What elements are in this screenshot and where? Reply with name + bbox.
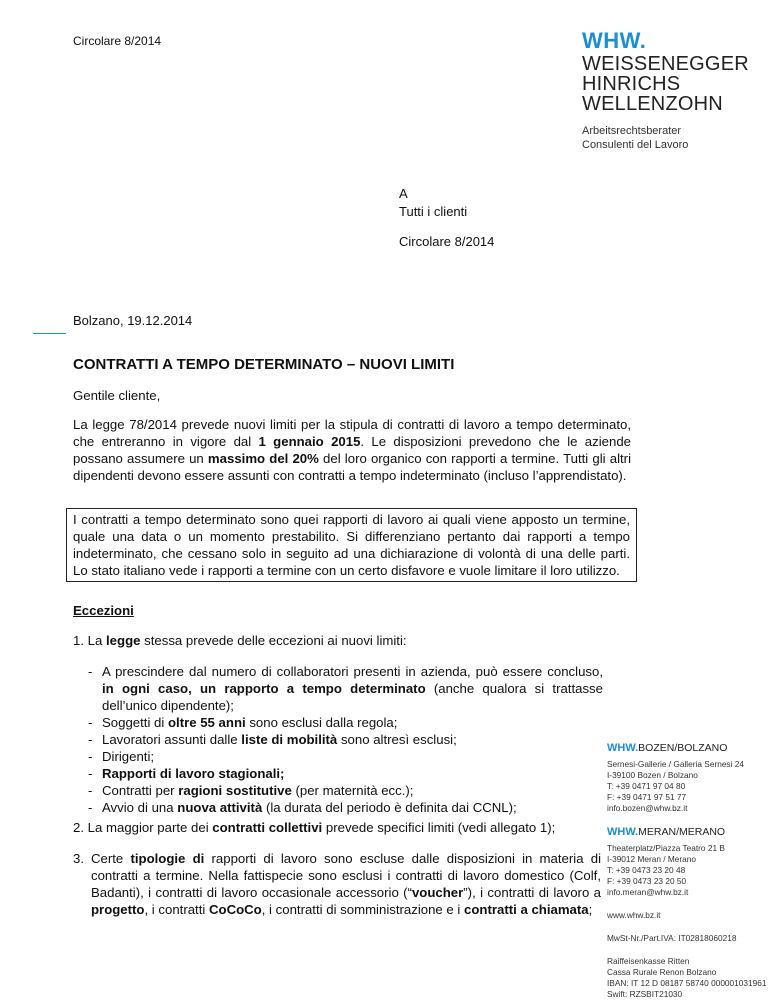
dash-bold: Rapporti di lavoro stagionali; (102, 766, 285, 781)
exception-item-3 (73, 850, 601, 918)
item3-text (91, 850, 601, 918)
company-logo (582, 28, 749, 152)
office-line: F: +39 0471 97 51 77 (607, 792, 687, 802)
logo-subtitle-1: Arbeitsrechtsberater (582, 125, 682, 137)
office-line: Theaterplatz/Piazza Teatro 21 B (607, 843, 725, 853)
office-meran-heading (607, 826, 767, 838)
dash-text: Contratti per (102, 783, 179, 798)
dash-item (80, 765, 603, 782)
office-line: T: +39 0473 23 20 48 (607, 865, 686, 875)
bank-line: IBAN: IT 12 D 08187 58740 000001031961 (607, 978, 767, 988)
item-number: 1. (73, 633, 84, 648)
item3-part: ; (588, 902, 593, 917)
dash-text: Soggetti di (102, 715, 168, 730)
dash-text: A prescindere dal numero di collaboratori presenti in azienda, può essere concluso, (102, 664, 603, 679)
dash-bold: liste di mobilità (241, 732, 338, 747)
website: www.whw.bz.it (607, 910, 661, 920)
place-date: Bolzano, 19.12.2014 (73, 313, 193, 328)
dash-text: (la durata del periodo è definita dai CCNL); (262, 800, 517, 815)
office-sidebar (607, 742, 767, 1000)
item3-part: ”), i contratti di lavoro a (463, 885, 602, 900)
office-line: T: +39 0471 97 04 80 (607, 781, 686, 791)
dash-bold: nuova attività (177, 800, 263, 815)
exceptions-heading: Eccezioni (73, 603, 134, 618)
intro-text-1: La legge 78/2014 prevede nuovi limiti per la stipula di contratti di lavoro a tempo determinato, che entreranno in vigore dal (73, 417, 631, 449)
logo-name-3: WELLENZOHN (582, 93, 723, 115)
item3-bold: CoCoCo (208, 902, 262, 917)
item3-part: rapporti di lavoro sono escluse dalle disposizioni in materia di contratti a termine. Nella fattispecie sono esclusi i contratti di lavoro domestico (Colf, Badanti), i contratti di lavoro occasionale accessorio (“ (91, 851, 601, 900)
item2-bold: contratti collettivi (212, 820, 323, 835)
intro-bold-date: 1 gennaio 2015 (258, 434, 361, 449)
circular-reference: Circolare 8/2014 (73, 34, 162, 48)
dash-item (80, 799, 603, 816)
dash-item (80, 748, 603, 765)
dash-item (80, 714, 603, 731)
office-city: MERAN/MERANO (638, 826, 726, 838)
dash-bold: ragioni sostitutive (178, 783, 292, 798)
bank-line: Raiffeisenkasse Ritten (607, 956, 690, 966)
dash-bold: in ogni caso, un rapporto a tempo determinato (102, 681, 426, 696)
office-city: BOZEN/BOLZANO (638, 742, 728, 754)
greeting: Gentile cliente, (73, 388, 161, 403)
dash-item (80, 782, 603, 799)
dash-item (80, 663, 603, 714)
item1-text-c: stessa prevede delle eccezioni ai nuovi limiti: (140, 633, 407, 648)
logo-subtitle-2: Consulenti del Lavoro (582, 139, 689, 151)
item3-part: Certe (91, 851, 131, 866)
addressee-line-3: Circolare 8/2014 (399, 234, 495, 249)
dash-text: Dirigenti; (102, 749, 155, 764)
office-line: I-39012 Meran / Merano (607, 854, 697, 864)
exception-dash-list (80, 663, 603, 816)
item3-bold: tipologie di (130, 851, 205, 866)
document-title: CONTRATTI A TEMPO DETERMINATO – NUOVI LIMITI (73, 356, 455, 373)
item-number: 2. (73, 820, 84, 835)
dash-text: Avvio di una (102, 800, 178, 815)
dash-text: sono altresì esclusi; (337, 732, 457, 747)
office-bozen-heading (607, 742, 767, 754)
margin-rule (33, 333, 66, 334)
dash-text: Lavoratori assunti dalle (102, 732, 242, 747)
office-email: info.bozen@whw.bz.it (607, 803, 688, 813)
bank-line: Swift: RZSBIT21030 (607, 989, 683, 999)
dash-text: (anche qualora si trattasse dell’unico dipendente); (102, 681, 603, 713)
office-line: Sernesi-Gallerie / Galleria Sernesi 24 (607, 759, 744, 769)
addressee-line-2: Tutti i clienti (399, 204, 468, 219)
exception-item-2 (73, 819, 603, 836)
item3-part: , i contratti di somministrazione e i (261, 902, 465, 917)
addressee-line-1: A (399, 186, 408, 201)
item3-bold: contratti a chiamata (464, 902, 589, 917)
logo-name-1: WEISSENEGGER (582, 53, 749, 75)
item2-text-c: prevede specifici limiti (vedi allegato 1); (322, 820, 556, 835)
logo-mark: WHW. (582, 28, 647, 53)
item3-part: , i contratti (144, 902, 209, 917)
intro-text-2: . Le disposizioni prevedono che le aziende possano assumere un (73, 434, 631, 466)
bank-line: Cassa Rurale Renon Bolzano (607, 967, 717, 977)
item1-text-a: La (87, 633, 107, 648)
vat-number: MwSt-Nr./Part.IVA: IT02818060218 (607, 933, 737, 943)
intro-paragraph (73, 416, 631, 484)
dash-text: sono esclusi dalla regola; (245, 715, 398, 730)
intro-bold-percent: massimo del 20% (207, 451, 319, 466)
definition-box (66, 508, 637, 582)
item3-bold: voucher (411, 885, 464, 900)
logo-name-2: HINRICHS (582, 73, 681, 95)
dash-bold: oltre 55 anni (167, 715, 246, 730)
addressee-block (399, 185, 494, 251)
item1-bold: legge (106, 633, 141, 648)
item3-bold: progetto (91, 902, 145, 917)
office-line: F: +39 0473 23 20 50 (607, 876, 687, 886)
office-line: I-39100 Bozen / Bolzano (607, 770, 698, 780)
office-mark: WHW. (607, 742, 639, 754)
item2-text-a: La maggior parte dei (87, 820, 213, 835)
office-mark: WHW. (607, 826, 639, 838)
definition-text: I contratti a tempo determinato sono quei rapporti di lavoro ai quali viene apposto un termine, quale una data o un momento prestabilito. Si differenziano pertanto dai rapporti a tempo indeterminato, che cessano solo in seguito ad una dichiarazione di volontà di una delle parti. Lo stato italiano vede i rapporti a termine con un certo disfavore e vuole limitare il loro utilizzo. (73, 512, 630, 578)
exception-item-1 (73, 632, 633, 649)
office-email: info.meran@whw.bz.it (607, 887, 689, 897)
intro-text-3: del loro organico con rapporti a termine. Tutti gli altri dipendenti devono essere assunti con contratti a tempo indeterminato (incluso l’apprendistato). (73, 451, 631, 483)
dash-item (80, 731, 603, 748)
dash-text: (per maternità ecc.); (291, 783, 414, 798)
item-number: 3. (73, 851, 84, 866)
